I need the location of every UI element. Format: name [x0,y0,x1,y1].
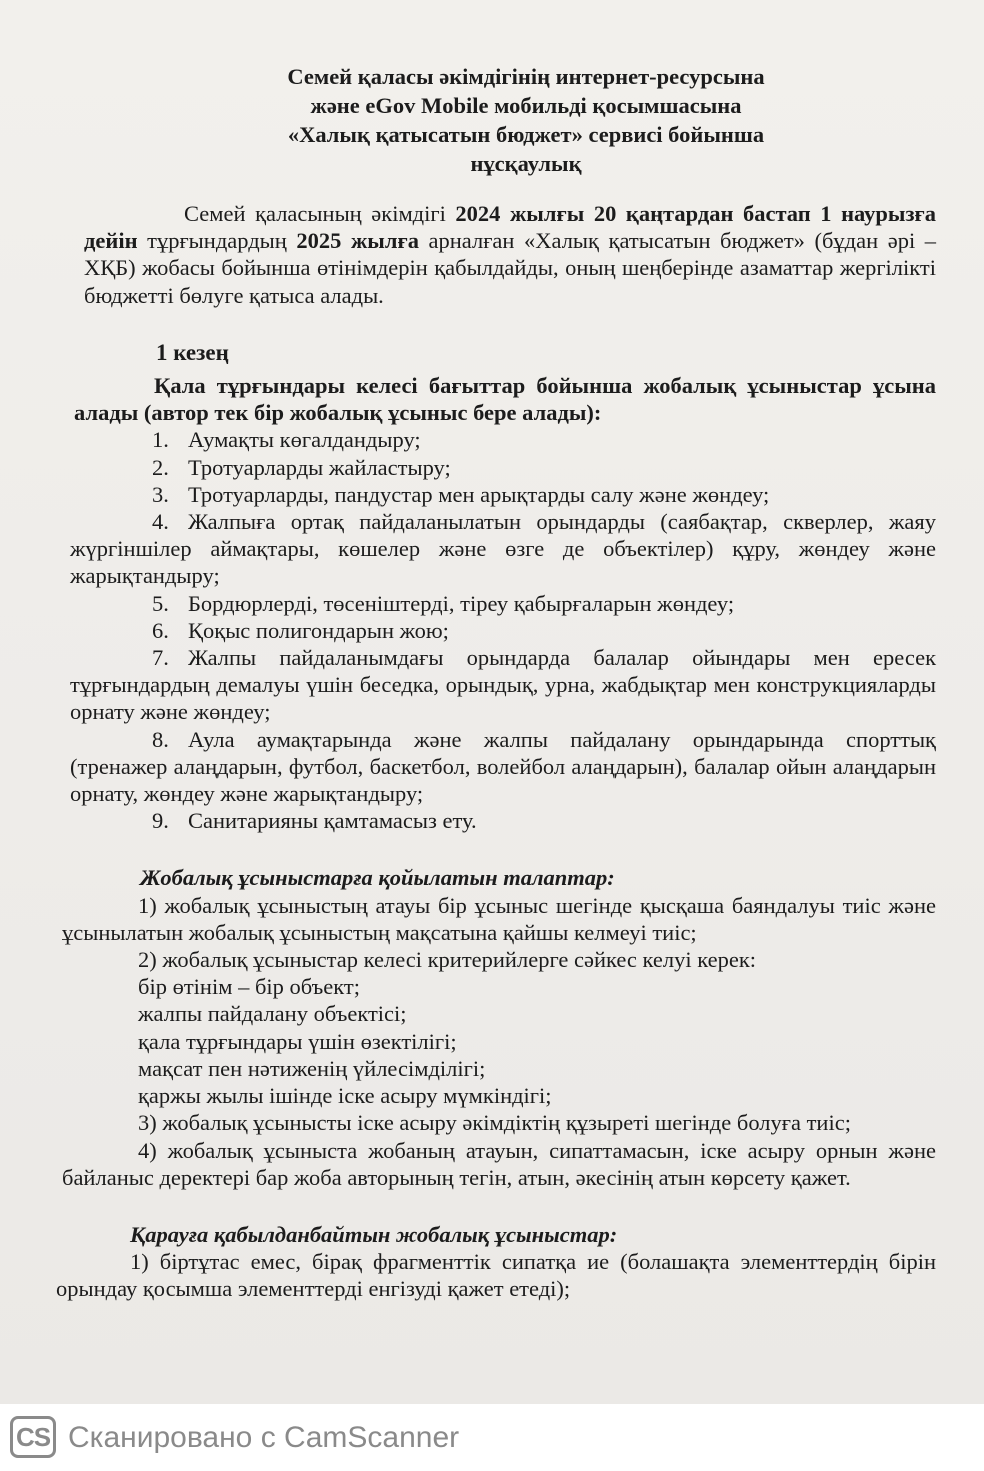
list-item [56,481,936,508]
requirement-1: 1) жобалық ұсыныстың атауы бір ұсыныс шегінде қысқаша баяндалуы тиіс және ұсынылатын жобалық ұсыныстың мақсатына қайшы келмеуі тиіс; [62,892,936,945]
list-item-text: Тротуарларды, пандустар мен арықтарды салу және жөндеу; [188,481,770,507]
list-item [56,590,936,617]
requirement-3: 3) жобалық ұсынысты іске асыру әкімдіктің құзыреті шегінде болуға тиіс; [138,1110,851,1136]
list-item [56,617,936,644]
list-item-number: 9. [152,808,169,834]
rejected-title: Қарауға қабылданбайтын жобалық ұсыныстар: [130,1221,618,1247]
intro-part-3: арналған «Халық қатысатын бюджет» (бұдан әрі – ХҚБ) жобасы бойынша өтінімдерін қабылдайды, оның шеңберінде азаматтар жергілікті бюджетті бөлуге қатыса алады. [84,228,937,308]
watermark-text: Сканировано с CamScanner [68,1421,460,1454]
criterion: бір өтінім – бір объект; [138,974,360,1000]
rejected-1: 1) біртұтас емес, бірақ фрагменттік сипатқа ие (болашақта элементтердің бірін орындау қосымша элементтерді енгізуді қажет етеді); [56,1249,936,1302]
intro-paragraph [56,200,936,309]
stage-title: 1 кезең [156,339,229,365]
intro-part-1: Семей қаласының әкімдігі [184,201,456,226]
list-item-number: 1. [152,427,169,453]
criterion: жалпы пайдалану объектісі; [138,1001,407,1027]
list-item-text: Жалпыға ортақ пайдаланылатын орындарды (саябақтар, скверлер, жаяу жүргіншілер аймақтары, көшелер және өзге де объектілер) құру, жөндеу және жарықтандыру; [70,509,936,589]
list-item [56,644,936,726]
list-item-text: Аула аумақтарында және жалпы пайдалану орындарында спорттық (тренажер алаңдарын, футбол, баскетбол, волейбол алаңдарын), балалар ойын алаңдарын орнату, жөндеу және жарықтандыру; [70,726,936,807]
directions-list [56,426,936,834]
criterion: қаржы жылы ішінде іске асыру мүмкіндігі; [138,1083,552,1109]
list-item [56,807,936,834]
list-item-number: 5. [152,590,169,616]
list-item-number: 2. [152,454,169,480]
criterion: қала тұрғындары үшін өзектілігі; [138,1028,457,1054]
requirement-4: 4) жобалық ұсыныста жобаның атауын, сипаттамасын, іске асыру орнын және байланыс деректері бар жоба авторының тегін, атын, әкесінің атын көрсету қажет. [62,1137,936,1190]
intro-bold-year: 2025 жылға [296,228,419,254]
list-item-number: 6. [152,617,169,643]
list-item-text: Санитарияны қамтамасыз ету. [188,808,477,834]
list-item-text: Қоқыс полигондарын жою; [188,617,449,643]
list-item [56,454,936,481]
intro-bold-dates: 2024 жылғы 20 қаңтардан бастап 1 наурызға дейін [84,201,936,254]
list-item-number: 3. [152,481,169,507]
stage-lead: Қала тұрғындары келесі бағыттар бойынша жобалық ұсыныстар ұсына алады (автор тек бір жобалық ұсыныс бере алады): [74,373,936,426]
list-item [56,508,936,590]
requirement-2: 2) жобалық ұсыныстар келесі критерийлерге сәйкес келуі керек: [138,947,757,973]
title-line-1: Семей қаласы әкімдігінің интернет-ресурсына [287,64,765,89]
title-line-3: «Халық қатысатын бюджет» сервисі бойынша [287,122,765,147]
criterion: мақсат пен нәтиженің үйлесімділігі; [138,1055,486,1081]
list-item-number: 4. [152,509,169,535]
intro-part-2: тұрғындардың [137,228,297,254]
requirements-title: Жобалық ұсыныстарға қойылатын талаптар: [140,865,615,891]
document-body [56,62,936,1303]
title-line-4: нұсқаулық [470,151,582,176]
list-item [56,426,936,453]
list-item-text: Бордюрлерді, төсеніштерді, тіреу қабырғаларын жөндеу; [188,590,735,616]
list-item-text: Тротуарларды жайластыру; [188,454,451,480]
list-item-number: 8. [152,726,169,752]
list-item-text: Жалпы пайдаланымдағы орындарда балалар ойындары мен ересек тұрғындардың демалуы үшін беседка, орындық, урна, жабдықтар мен конструкцияларды орнату және жөндеу; [70,645,936,725]
title-line-2: және eGov Mobile мобильді қосымшасына [310,93,742,118]
document-title [116,62,936,178]
list-item [56,726,936,808]
list-item-number: 7. [152,645,169,671]
camscanner-logo-icon: CS [10,1416,56,1458]
list-item-text: Аумақты көгалдандыру; [188,427,421,453]
camscanner-watermark [0,1404,984,1471]
